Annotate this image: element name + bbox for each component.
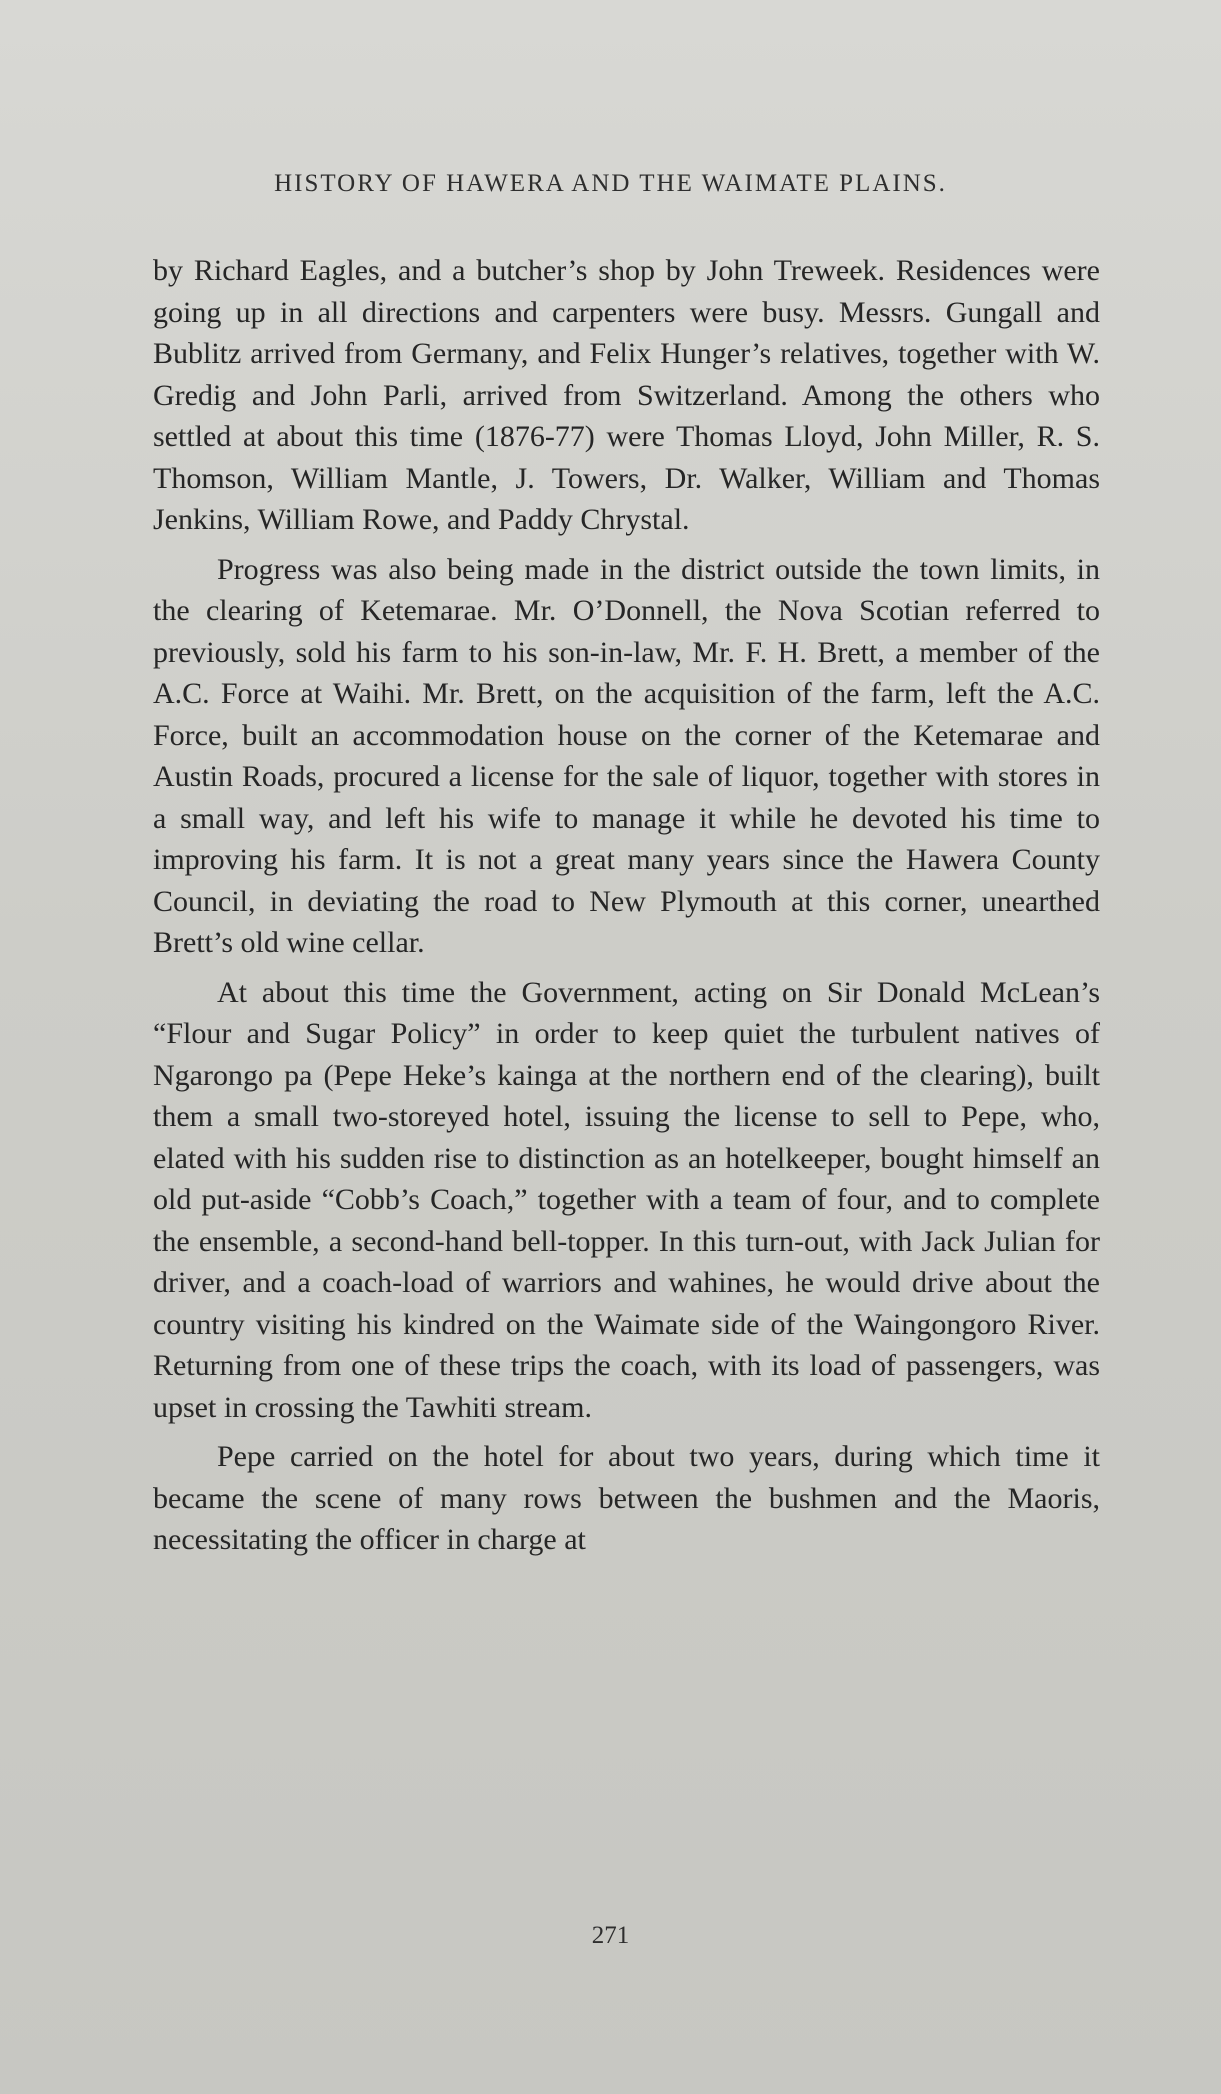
paragraph-continuation: by Richard Eagles, and a butcher’s shop by John Treweek. Residences were going up in all directions and carpenters were busy. Messrs. Gungall and Bublitz arrived from Germany, and Felix Hunger’s relatives, together with W. Gredig and John Parli, arrived from Switzerland. Among the others who settled at about this time (1876-77) were Thomas Lloyd, John Miller, R. S. Thomson, William Mantle, J. Towers, Dr. Walker, William and Thomas Jenkins, William Rowe, and Paddy Chrystal. — [153, 254, 1100, 536]
running-head: HISTORY OF HAWERA AND THE WAIMATE PLAINS. — [274, 170, 947, 197]
body-text — [153, 250, 1100, 1569]
page-number: 271 — [591, 1922, 630, 1949]
paragraph-pepe-hotel: Pepe carried on the hotel for about two years, during which time it became the scene of many rows between the bushmen and the Maoris, necessitating the officer in charge at — [153, 1440, 1100, 1556]
paragraph-ketemarae: Progress was also being made in the district outside the town limits, in the clearing of Ketemarae. Mr. O’Donnell, the Nova Scotian referred to previously, sold his farm to his son-in-law, Mr. F. H. Brett, a member of the A.C. Force at Waihi. Mr. Brett, on the acquisition of the farm, left the A.C. Force, built an accommodation house on the corner of the Ketemarae and Austin Roads, procured a license for the sale of liquor, together with stores in a small way, and left his wife to manage it while he devoted his time to improving his farm. It is not a great many years since the Hawera County Council, in deviating the road to New Plymouth at this corner, unearthed Brett’s old wine cellar. — [153, 552, 1100, 959]
paragraph-government-hotel: At about this time the Government, acting on Sir Donald McLean’s “Flour and Sugar Policy” in order to keep quiet the turbulent natives of Ngarongo pa (Pepe Heke’s kainga at the northern end of the clearing), built them a small two-storeyed hotel, issuing the license to sell to Pepe, who, elated with his sudden rise to distinction as an hotelkeeper, bought himself an old put-aside “Cobb’s Coach,” together with a team of four, and to complete the ensemble, a second-hand bell-topper. In this turn-out, with Jack Julian for driver, and a coach-load of warriors and wahines, he would drive about the country visiting his kindred on the Waimate side of the Waingongoro River. Returning from one of these trips the coach, with its load of passengers, was upset in crossing the Tawhiti stream. — [153, 975, 1100, 1424]
